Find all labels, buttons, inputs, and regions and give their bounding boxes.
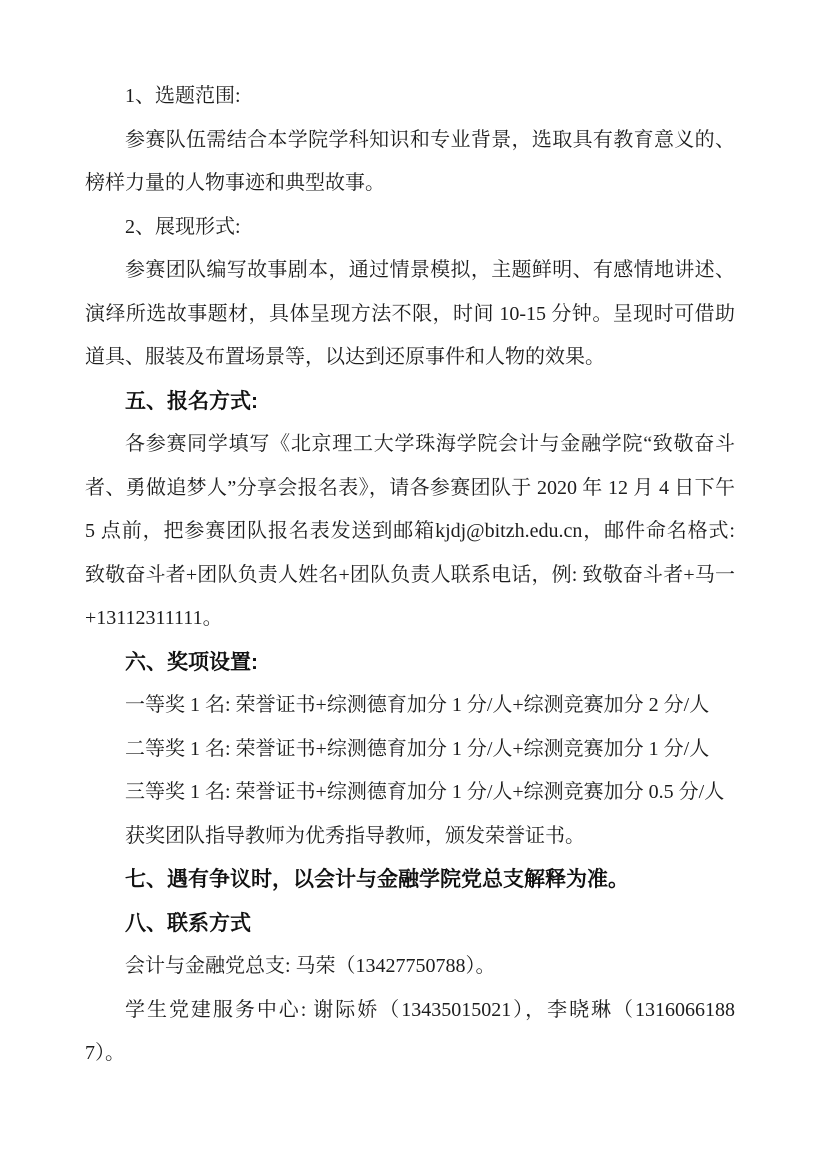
list-item-1-topic-scope: 1、选题范围: bbox=[125, 85, 241, 107]
para-contact-party-branch: 会计与金融党总支: 马荣（13427750788）。 bbox=[125, 955, 496, 977]
heading-7-dispute-interpretation: 七、遇有争议时，以会计与金融学院党总支解释为准。 bbox=[125, 868, 629, 891]
para-award-first-prize: 一等奖 1 名: 荣誉证书+综测德育加分 1 分/人+综测竞赛加分 2 分/人 bbox=[125, 694, 710, 716]
para-award-second-prize: 二等奖 1 名: 荣誉证书+综测德育加分 1 分/人+综测竞赛加分 1 分/人 bbox=[125, 737, 710, 760]
heading-8-contact-info: 八、联系方式 bbox=[125, 911, 251, 935]
para-award-advisor-honor: 获奖团队指导教师为优秀指导教师，颁发荣誉证书。 bbox=[125, 824, 585, 847]
para-presentation-form-detail: 参赛团队编写故事剧本，通过情景模拟，主题鲜明、有感情地讲述、演绎所选故事题材，具体呈现方法不限，时间 10-15 分钟。呈现时可借助道具、服装及布置场景等，以达到还原事件和人物的效果。 bbox=[85, 259, 735, 368]
list-item-2-presentation-form: 2、展现形式: bbox=[125, 215, 241, 238]
heading-6-award-settings: 六、奖项设置: bbox=[125, 650, 258, 674]
para-topic-scope-detail: 参赛队伍需结合本学院学科知识和专业背景，选取具有教育意义的、榜样力量的人物事迹和典型故事。 bbox=[85, 128, 735, 194]
heading-5-registration-method: 五、报名方式: bbox=[125, 389, 258, 413]
para-contact-service-center: 学生党建服务中心: 谢际娇（13435015021），李晓琳（13160661887）。 bbox=[85, 998, 735, 1064]
para-award-third-prize: 三等奖 1 名: 荣誉证书+综测德育加分 1 分/人+综测竞赛加分 0.5 分/人 bbox=[125, 781, 725, 803]
para-registration-detail: 各参赛同学填写《北京理工大学珠海学院会计与金融学院“致敬奋斗者、勇做追梦人”分享会报名表》，请各参赛团队于 2020 年 12 月 4 日下午 5 点前，把参赛团队报名表发送到邮箱kjdj@bitzh.edu.cn，邮件命名格式: 致敬奋斗者+团队负责人姓名+团队负责人联系电话，例: 致敬奋斗者+马一+13112311111。 bbox=[85, 433, 735, 629]
document-body bbox=[85, 75, 735, 1076]
